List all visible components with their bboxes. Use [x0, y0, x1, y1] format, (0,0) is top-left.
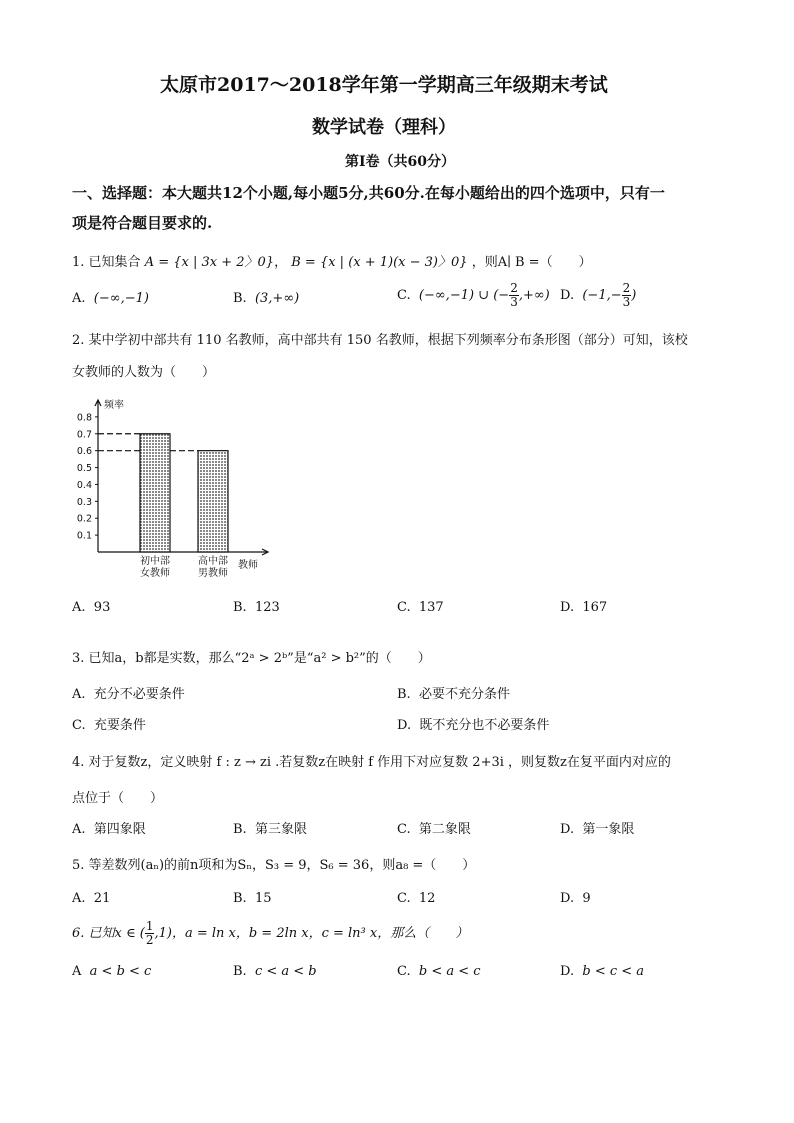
option-text: 9 [582, 891, 591, 906]
y-tick-label: 0.2 [76, 513, 92, 525]
exam-title: 太原市2017～2018学年第一学期高三年级期末考试 [160, 74, 608, 96]
option-label: D. [560, 891, 575, 906]
option-text-end: ,+∞) [518, 288, 550, 303]
q2-option-c[interactable] [397, 600, 444, 615]
q1-post: ，则A∣ B =（ ） [471, 255, 592, 270]
option-label: B. [397, 687, 411, 702]
q1-sep: ， [274, 255, 288, 270]
option-text: 既不充分也不必要条件 [419, 718, 550, 733]
option-text: 第四象限 [93, 822, 146, 837]
q4-option-b[interactable] [233, 818, 307, 837]
q3-text: 已知a，b都是实数，那么“2ᵃ > 2ᵇ”是“a² > b²”的（ ） [88, 651, 431, 666]
option-text: (−∞,−1) [93, 291, 149, 306]
q6-option-c[interactable] [397, 964, 481, 979]
section-heading-line2: 项是符合题目要求的. [72, 214, 213, 232]
y-tick-label: 0.1 [76, 530, 92, 542]
q3-option-c[interactable] [72, 714, 146, 733]
bar [198, 451, 228, 552]
q1-option-a[interactable] [72, 291, 149, 306]
option-text: 充要条件 [93, 718, 146, 733]
option-text: b < c < a [582, 964, 645, 979]
option-text: (3,+∞) [254, 291, 300, 306]
option-label: B. [233, 291, 247, 306]
q4-option-d[interactable] [560, 818, 634, 837]
q1-pre: 已知集合 [88, 255, 141, 270]
option-text: b < a < c [418, 964, 481, 979]
part-title: 第Ⅰ卷（共60分） [345, 154, 456, 170]
category-label: 初中部 [140, 556, 170, 567]
question-6 [72, 920, 468, 947]
q5-option-c[interactable] [397, 891, 435, 906]
subject-title: 数学试卷（理科） [312, 117, 456, 138]
q6-option-a[interactable] [72, 964, 151, 979]
question-2-line1: 2. 某中学初中部共有 110 名教师，高中部共有 150 名教师，根据下列频率分布条形图（部分）可知，该校 [72, 333, 688, 348]
option-label: D. [560, 822, 575, 837]
option-text: 123 [254, 600, 280, 615]
option-label: D. [560, 288, 575, 303]
q2-option-a[interactable] [72, 600, 110, 615]
fraction: $\frac{1}{2}$ [145, 919, 154, 947]
category-label: 高中部 [198, 556, 228, 567]
category-label: 女教师 [140, 568, 170, 579]
option-text: c < a < b [254, 964, 317, 979]
question-5: 5. 等差数列(aₙ)的前n项和为Sₙ，S₃ = 9，S₆ = 36，则a₈ =（ ） [72, 858, 476, 873]
option-label: A [72, 964, 82, 979]
option-text: 93 [93, 600, 111, 615]
option-label: A. [72, 687, 86, 702]
q3-number: 3. [72, 651, 85, 666]
q1-set-a: A = {x | 3x + 2〉0} [144, 255, 275, 270]
option-text: 137 [418, 600, 444, 615]
y-tick-label: 0.3 [76, 496, 92, 508]
q3-option-a[interactable] [72, 683, 185, 702]
q6-option-b[interactable] [233, 964, 317, 979]
q4-option-c[interactable] [397, 818, 471, 837]
frequency-bar-chart [68, 392, 278, 582]
q6-text-end: ,1)，a = ln x，b = 2ln x，c = ln³ x，那么（ ） [154, 926, 469, 941]
q6-option-d[interactable] [560, 964, 644, 979]
x-axis-label: 教师 [238, 560, 258, 571]
option-text: a < b < c [89, 964, 152, 979]
y-tick-label: 0.4 [76, 479, 92, 491]
q3-option-d[interactable] [397, 714, 549, 733]
y-tick-label: 0.7 [76, 429, 92, 441]
option-text: 必要不充分条件 [418, 687, 510, 702]
question-4-line2: 点位于（ ） [72, 791, 164, 806]
q6-text: 6. 已知x ∈ ( [72, 926, 145, 941]
option-text: 12 [418, 891, 436, 906]
option-label: B. [233, 891, 247, 906]
option-label: C. [397, 288, 411, 303]
option-text: (−1,− [582, 288, 622, 303]
question-1 [72, 251, 592, 270]
option-text: 167 [582, 600, 608, 615]
q5-option-a[interactable] [72, 891, 110, 906]
option-label: A. [72, 822, 86, 837]
option-label: A. [72, 291, 86, 306]
q1-number: 1. [72, 255, 85, 270]
q1-set-b: B = {x | (x + 1)(x − 3)〉0} [291, 255, 468, 270]
option-label: B. [233, 964, 247, 979]
option-label: C. [397, 964, 411, 979]
option-label: D. [560, 600, 575, 615]
option-label: C. [397, 891, 411, 906]
option-text: 充分不必要条件 [93, 687, 185, 702]
option-text: 第二象限 [418, 822, 471, 837]
question-2-line2: 女教师的人数为（ ） [72, 365, 216, 380]
y-tick-label: 0.5 [76, 463, 92, 475]
q1-option-d[interactable] [560, 282, 636, 309]
fraction: $\frac{2}{3}$ [622, 281, 631, 309]
y-axis-label: 频率 [104, 400, 124, 411]
option-label: C. [397, 822, 411, 837]
option-label: A. [72, 600, 86, 615]
question-4-line1: 4. 对于复数z，定义映射 f : z → zi .若复数z在映射 f 作用下对应复数 2+3i ，则复数z在复平面内对应的 [72, 755, 671, 770]
option-label: D. [560, 964, 575, 979]
option-label: A. [72, 891, 86, 906]
bar [140, 434, 170, 552]
option-label: C. [72, 718, 86, 733]
q2-option-d[interactable] [560, 600, 607, 615]
option-label: B. [233, 600, 247, 615]
y-tick-label: 0.8 [76, 412, 92, 424]
question-3 [72, 647, 431, 666]
fraction: $\frac{2}{3}$ [510, 281, 518, 309]
option-text: 第一象限 [582, 822, 635, 837]
option-text: 第三象限 [254, 822, 307, 837]
section-heading-line1: 一、选择题：本大题共12个小题,每小题5分,共60分.在每小题给出的四个选项中，只有一 [72, 184, 665, 202]
q4-option-a[interactable] [72, 818, 146, 837]
y-tick-label: 0.6 [76, 446, 92, 458]
q2-option-b[interactable] [233, 600, 280, 615]
option-label: C. [397, 600, 411, 615]
q1-option-b[interactable] [233, 291, 299, 306]
q1-option-c[interactable] [397, 282, 550, 309]
option-text: (−∞,−1) ∪ (− [418, 288, 510, 303]
option-text: 21 [93, 891, 111, 906]
category-label: 男教师 [198, 568, 228, 579]
q3-option-b[interactable] [397, 683, 510, 702]
option-text: 15 [254, 891, 272, 906]
option-label: D. [397, 718, 412, 733]
q5-option-b[interactable] [233, 891, 272, 906]
q5-option-d[interactable] [560, 891, 591, 906]
option-label: B. [233, 822, 247, 837]
option-text-end: ) [631, 288, 637, 303]
